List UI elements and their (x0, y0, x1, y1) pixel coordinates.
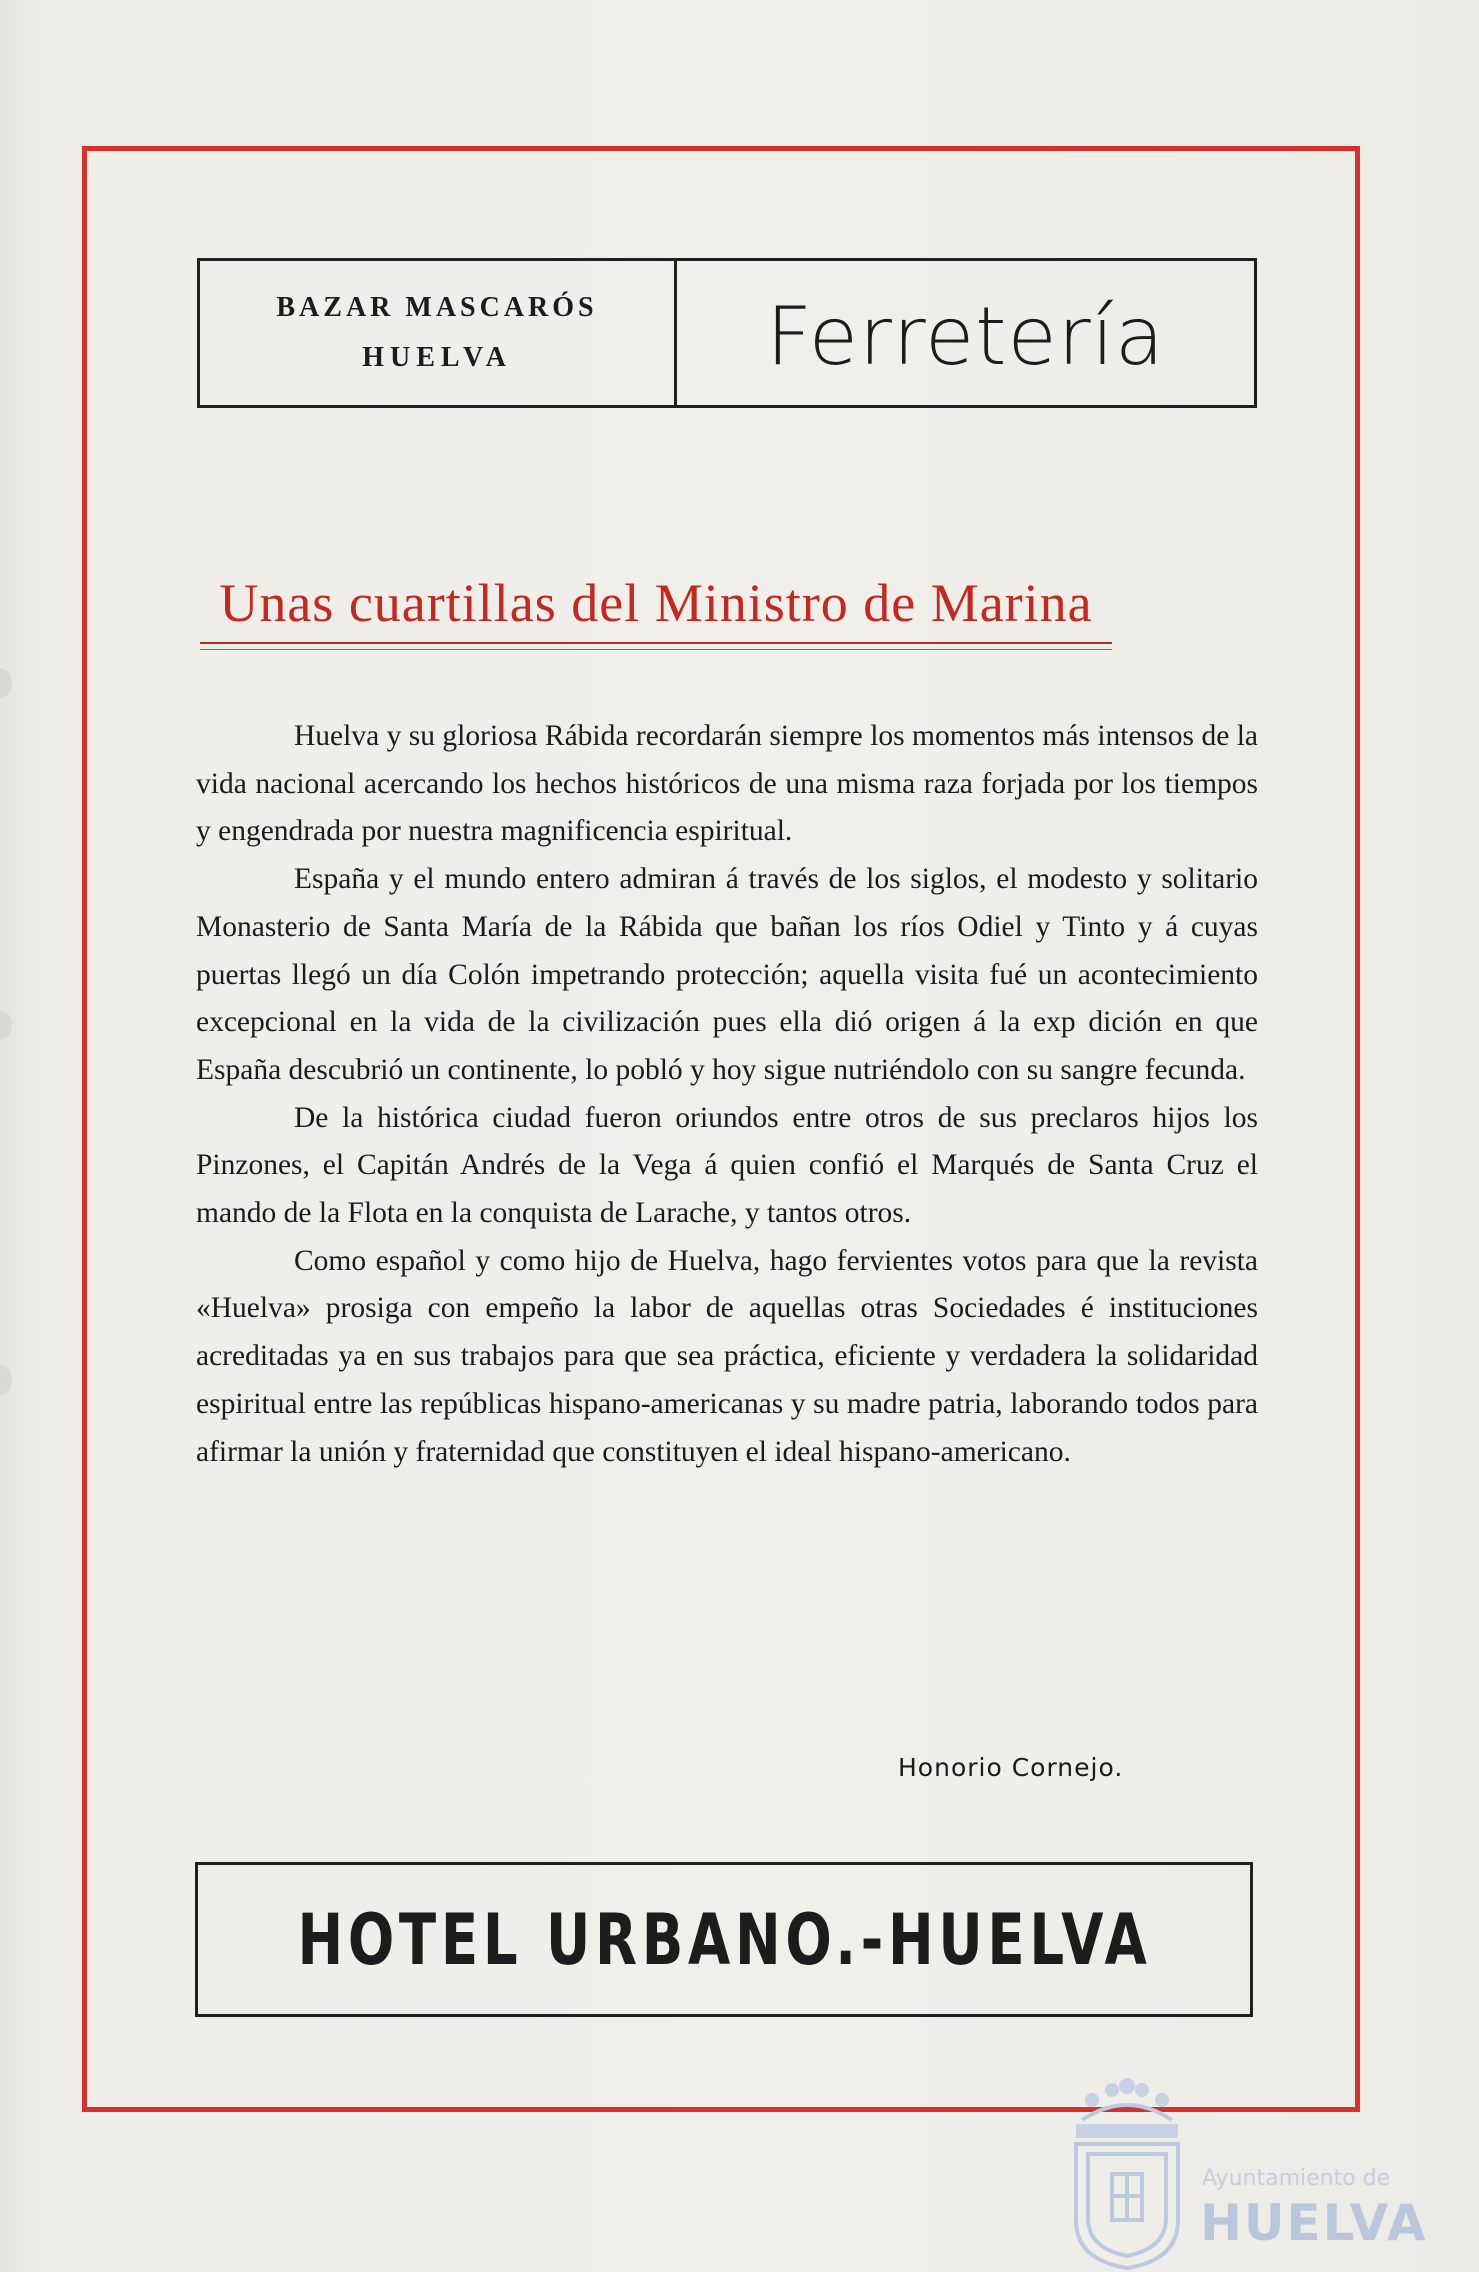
punch-hole (0, 1010, 12, 1040)
watermark-big-text: HUELVA (1200, 2194, 1428, 2252)
article-paragraph: Como español y como hijo de Huelva, hago fervientes votos para que la revista «Huelva» prosiga con empeño la labor de aquellas otras Sociedades é instituciones acreditadas ya en sus trabajos para que sea práctica, eficiente y verdadera la solidaridad espiritual entre las repúblicas hispano-americanas y su madre patria, laborando todos para afirmar la unión y fraternidad que constituyen el ideal hispano-americano. (196, 1244, 1258, 1468)
ad-ferreteria-label: Ferretería (766, 289, 1165, 383)
watermark (1062, 2070, 1428, 2270)
coat-of-arms-icon (1062, 2070, 1192, 2270)
punch-hole (0, 668, 12, 698)
ad-hotel (195, 1862, 1253, 2017)
store-city: HUELVA (362, 342, 512, 373)
article-body (196, 713, 1258, 1476)
title-double-rule (200, 649, 1112, 650)
ad-ferreteria-store (200, 261, 677, 405)
store-name: BAZAR MASCARÓS (276, 292, 598, 323)
ad-ferreteria (197, 258, 1257, 408)
article-paragraph: España y el mundo entero admiran á través de los siglos, el modesto y solitario Monasterio de Santa María de la Rábida que bañan los ríos Odiel y Tinto y á cuyas puertas llegó un día Colón impetrando protección; aquella visita fué un acontecimiento excepcional en la vida de la civilización pues ella dió origen á la exp dición en que España descubrió un continente, lo pobló y hoy sigue nutriéndolo con su sangre fecunda. (196, 863, 1258, 1086)
article-signature: Honorio Cornejo. (898, 1753, 1124, 1782)
article-paragraph: De la histórica ciudad fueron oriundos entre otros de sus preclaros hijos los Pinzones, el Capitán Andrés de la Vega á quien confió el Marqués de Santa Cruz el mando de la Flota en la conquista de Larache, y tantos otros. (196, 1101, 1258, 1230)
punch-hole (0, 1365, 12, 1395)
article-title: Unas cuartillas del Ministro de Marina (200, 572, 1112, 644)
ad-hotel-text: HOTEL URBANO.-HUELVA (296, 1898, 1152, 1981)
article-paragraph: Huelva y su gloriosa Rábida recordarán siempre los momentos más intensos de la vida nacional acercando los hechos históricos de una misma raza forjada por los tiempos y engendrada por nuestra magnificencia espiritual. (196, 720, 1258, 848)
watermark-small-text: Ayuntamiento de (1202, 2166, 1391, 2191)
